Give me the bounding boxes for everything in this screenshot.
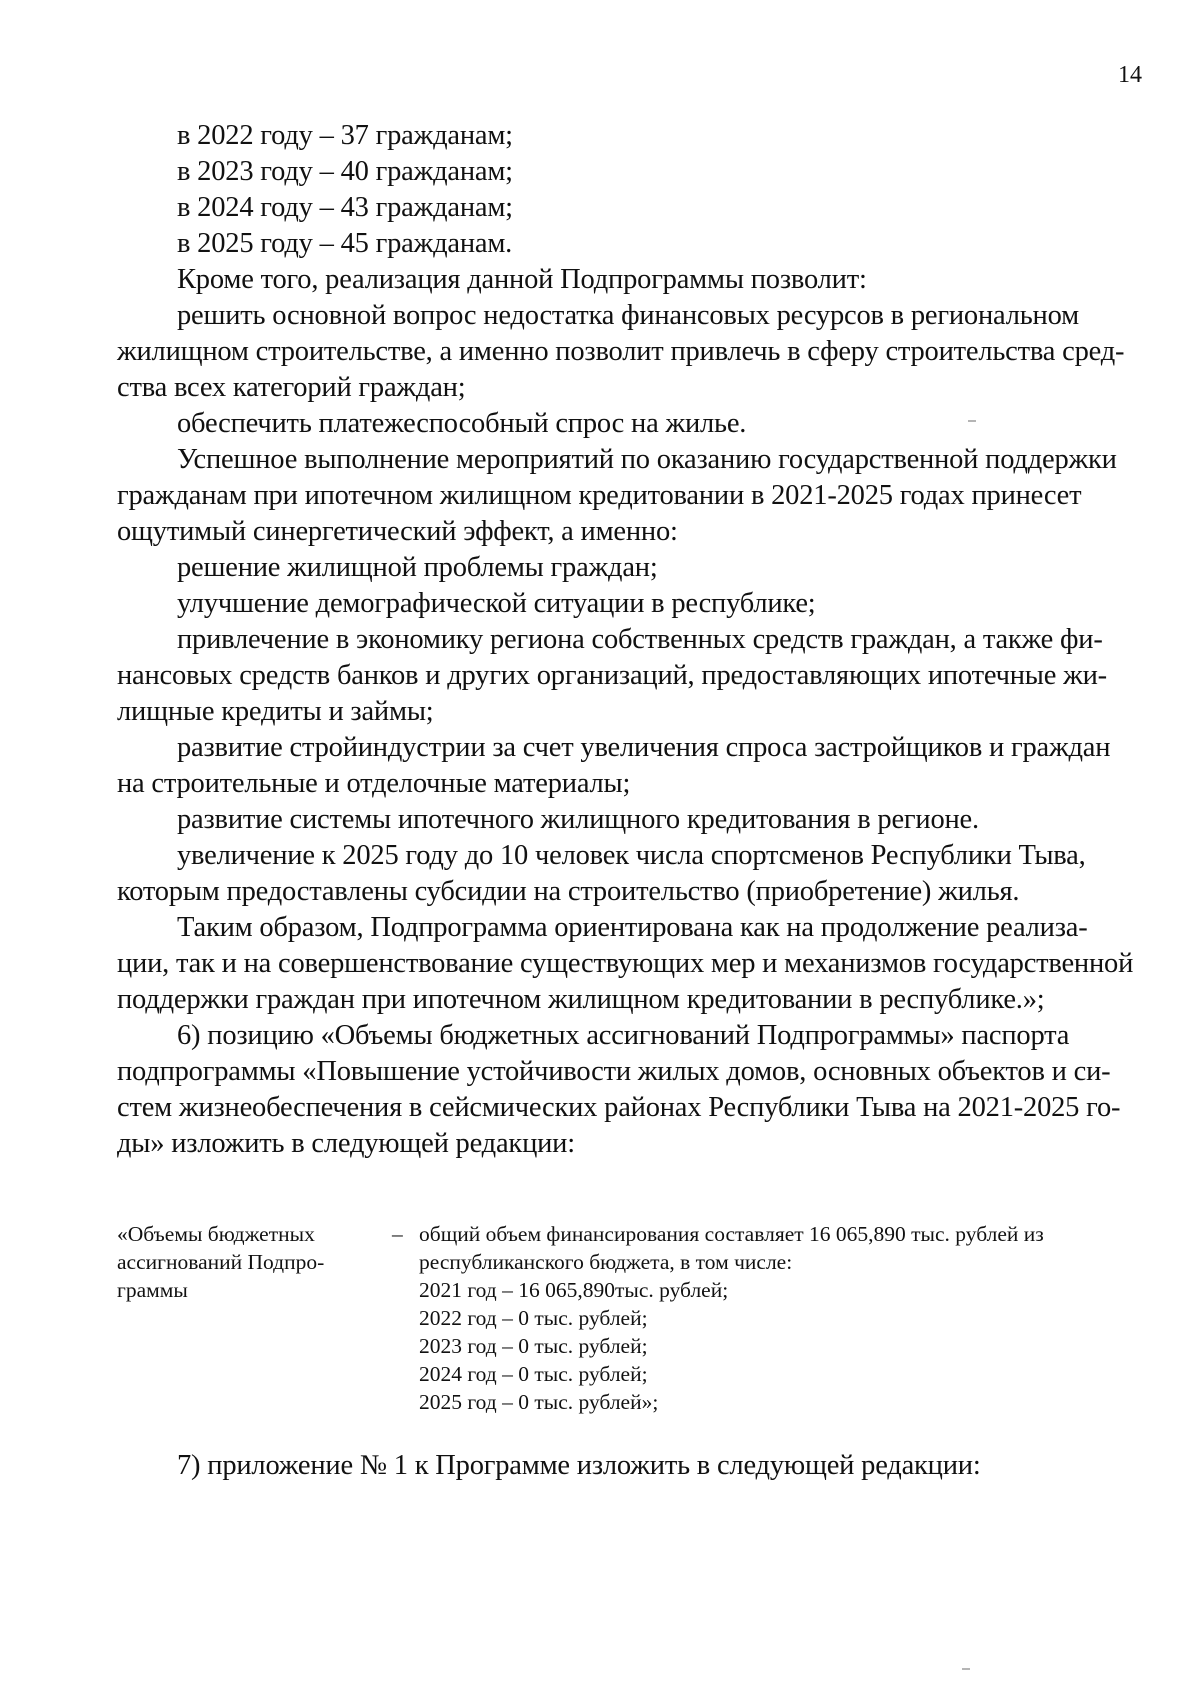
paragraph-item-6: 6) позицию «Объемы бюджетных ассигнований Подпрограммы» паспорта подпрограммы «Повышение устойчивости жилых домов, основных объектов и си- стем жизнеобеспечения в сейсмических районах Республики Тыва на 2021-2025 го- ды» изложить в следующей редакции:: [117, 1020, 1121, 1159]
budget-table-line: 2021 год – 16 065,890тыс. рублей;: [419, 1278, 729, 1302]
closing-paragraph: 7) приложение № 1 к Программе изложить в следующей редакции:: [177, 1450, 981, 1481]
paragraph-success: Успешное выполнение мероприятий по оказанию государственной поддержки гражданам при ипотечном жилищном кредитовании в 2021-2025 годах принесет ощутимый синергетический эффект, а именно:: [117, 444, 1117, 547]
paragraph-demography: улучшение демографической ситуации в республике;: [177, 588, 816, 619]
paragraph-athletes: увеличение к 2025 году до 10 человек числа спортсменов Республики Тыва, которым предоставлены субсидии на строительство (приобретение) жилья.: [117, 840, 1086, 907]
scan-speck: [962, 1668, 970, 1670]
budget-table-line: общий объем финансирования составляет 16 065,890 тыс. рублей из: [419, 1222, 1044, 1246]
budget-table-line: 2023 год – 0 тыс. рублей;: [419, 1334, 648, 1358]
paragraph-mortgage-system: развитие системы ипотечного жилищного кредитования в регионе.: [177, 804, 979, 835]
paragraph-construction-industry: развитие стройиндустрии за счет увеличения спроса застройщиков и граждан на строительные и отделочные материалы;: [117, 732, 1111, 799]
paragraph-besides: Кроме того, реализация данной Подпрограммы позволит:: [177, 264, 867, 295]
budget-table-dash: –: [392, 1222, 403, 1246]
budget-table-content: [419, 1220, 1159, 1416]
budget-table-label: «Объемы бюджетных ассигнований Подпро- граммы: [117, 1222, 325, 1302]
paragraph-year-2023: в 2023 году – 40 гражданам;: [177, 156, 513, 187]
budget-table-line: республиканского бюджета, в том числе:: [419, 1250, 793, 1274]
budget-table-line: 2024 год – 0 тыс. рублей;: [419, 1362, 648, 1386]
page-number: 14: [1118, 62, 1142, 88]
scan-speck: [968, 420, 976, 422]
paragraph-solve-issue: решить основной вопрос недостатка финансовых ресурсов в региональном жилищном строительстве, а именно позволит привлечь в сферу строительства сред- ства всех категорий граждан;: [117, 300, 1125, 403]
paragraph-housing-problem: решение жилищной проблемы граждан;: [177, 552, 658, 583]
paragraph-year-2025: в 2025 году – 45 гражданам.: [177, 228, 513, 259]
paragraph-year-2022: в 2022 году – 37 гражданам;: [177, 120, 513, 151]
paragraph-demand: обеспечить платежеспособный спрос на жилье.: [177, 408, 747, 439]
paragraph-economy: привлечение в экономику региона собственных средств граждан, а также фи- нансовых средств банков и других организаций, предоставляющих ипотечные жи- лищные кредиты и займы;: [117, 624, 1107, 727]
paragraph-year-2024: в 2024 году – 43 гражданам;: [177, 192, 513, 223]
paragraph-thus: Таким образом, Подпрограмма ориентирована как на продолжение реализа- ции, так и на совершенствование существующих мер и механизмов государственной поддержки граждан при ипотечном жилищном кредитовании в республике.»;: [117, 912, 1134, 1015]
document-body: [117, 118, 1157, 1162]
budget-table-line: 2025 год – 0 тыс. рублей»;: [419, 1390, 659, 1414]
budget-table-line: 2022 год – 0 тыс. рублей;: [419, 1306, 648, 1330]
